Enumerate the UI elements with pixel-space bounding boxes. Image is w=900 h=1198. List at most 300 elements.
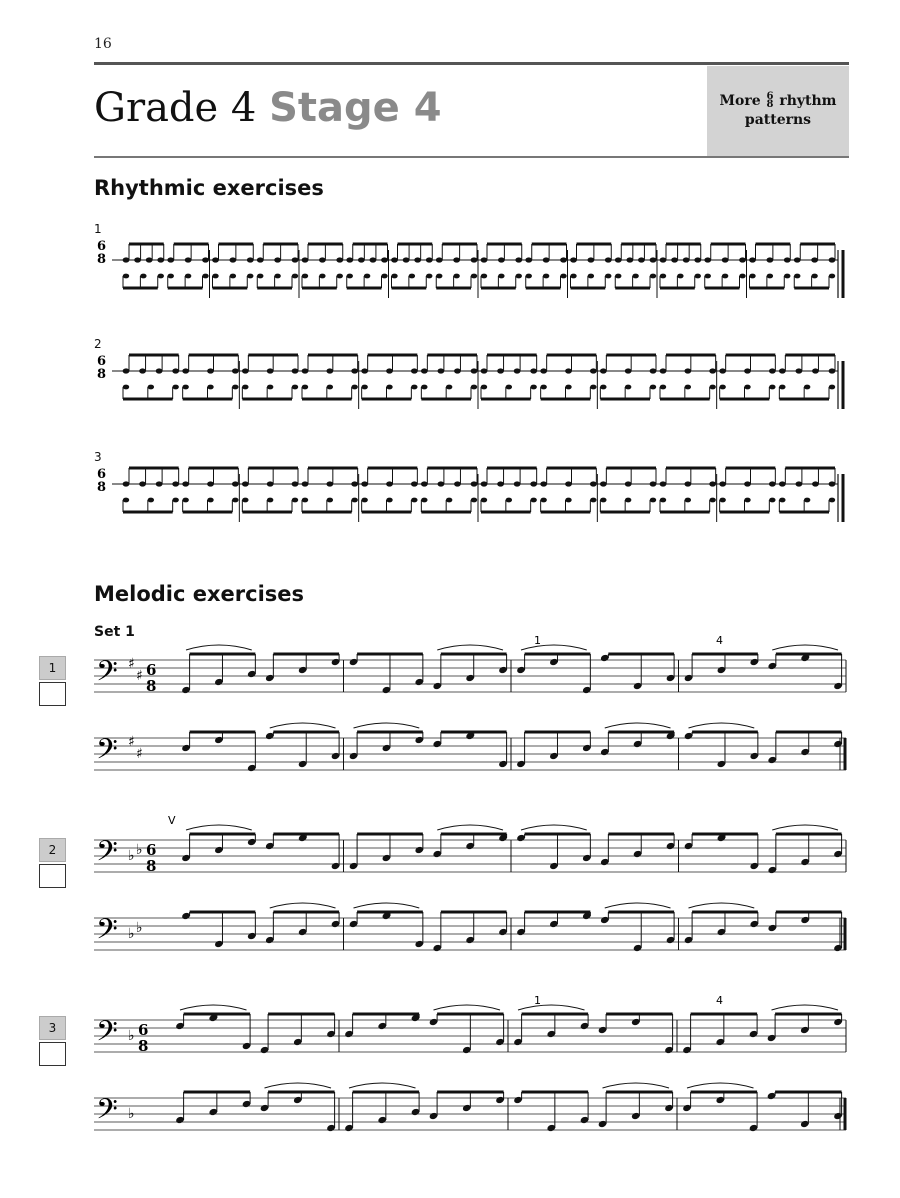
note-head: [351, 498, 357, 503]
bass-clef-icon: 𝄢: [96, 733, 118, 773]
slur: [603, 1083, 670, 1088]
note-head: [515, 257, 522, 262]
note-head: [229, 257, 236, 262]
note-head: [722, 274, 728, 279]
note-head: [358, 257, 365, 262]
note-head: [660, 368, 667, 373]
note-head: [497, 481, 504, 486]
header-top-rule: [94, 62, 849, 65]
note-head: [172, 385, 178, 390]
note-head: [516, 274, 522, 279]
note-head: [683, 257, 690, 262]
rhythmic-heading: Rhythmic exercises: [94, 176, 324, 200]
note-head: [421, 368, 428, 373]
note-head: [381, 274, 387, 279]
note-head: [744, 368, 751, 373]
note-head: [182, 481, 189, 486]
exercise-1-badge: [39, 656, 66, 706]
note-head: [709, 481, 716, 486]
note-head: [232, 385, 238, 390]
note-head: [471, 385, 477, 390]
note-head: [719, 385, 725, 390]
note-head: [212, 274, 218, 279]
note-head: [481, 257, 488, 262]
note-head: [650, 481, 657, 486]
note-head: [351, 368, 358, 373]
note-head: [139, 481, 146, 486]
note-head: [625, 498, 631, 503]
slur: [521, 825, 587, 830]
note-head: [386, 368, 393, 373]
note-head: [829, 385, 835, 390]
note-head: [471, 257, 478, 262]
page-number: 16: [94, 36, 112, 52]
rhythm-2-time-top: 6: [97, 354, 107, 369]
note-head: [812, 368, 819, 373]
note-head: [242, 498, 248, 503]
note-head: [481, 368, 488, 373]
note-head: [530, 481, 537, 486]
note-head: [795, 368, 802, 373]
key-signature: ♭: [128, 1028, 135, 1044]
note-head: [327, 385, 333, 390]
slur: [687, 1083, 754, 1088]
slur: [437, 825, 503, 830]
note-head: [794, 274, 800, 279]
note-head: [638, 257, 645, 262]
note-head: [769, 385, 775, 390]
note-head: [677, 274, 683, 279]
tag-time-signature: [767, 93, 774, 109]
note-head: [543, 257, 550, 262]
note-head: [267, 368, 274, 373]
note-head: [625, 481, 632, 486]
note-head: [202, 274, 208, 279]
exercise-1-number: 1: [39, 656, 66, 680]
exercise-2-checkbox[interactable]: [39, 864, 66, 888]
rhythm-1-time-bottom: 8: [97, 252, 107, 267]
note-head: [381, 257, 388, 262]
rhythm-1-time-signature: [97, 239, 106, 267]
note-head: [230, 274, 236, 279]
note-head: [134, 257, 141, 262]
note-head: [615, 274, 621, 279]
note-head: [590, 481, 597, 486]
time-signature-top: 6: [138, 1021, 149, 1039]
note-head: [650, 498, 656, 503]
exercise-2-number: 2: [39, 838, 66, 862]
note-head: [361, 385, 367, 390]
slur: [270, 723, 336, 728]
note-head: [257, 257, 264, 262]
note-head: [411, 481, 418, 486]
slur: [689, 723, 755, 728]
note-head: [671, 257, 678, 262]
note-head: [409, 274, 415, 279]
note-head: [185, 257, 192, 262]
note-head: [525, 257, 532, 262]
note-head: [719, 481, 726, 486]
note-head: [327, 498, 333, 503]
slur: [772, 1005, 839, 1010]
note-head: [565, 368, 572, 373]
note-head: [650, 368, 657, 373]
note-head: [453, 274, 459, 279]
note-head: [600, 481, 607, 486]
note-head: [811, 274, 817, 279]
note-head: [139, 368, 146, 373]
key-signature: ♯: [128, 734, 135, 750]
note-head: [769, 481, 776, 486]
note-head: [570, 274, 576, 279]
note-head: [684, 368, 691, 373]
note-head: [185, 274, 191, 279]
note-head: [514, 481, 521, 486]
fingering-number: 4: [716, 634, 723, 647]
melodic-exercise-3: [94, 994, 854, 1165]
time-signature-bottom: 8: [138, 1037, 149, 1055]
note-head: [267, 481, 274, 486]
note-head: [481, 481, 488, 486]
note-head: [302, 385, 308, 390]
note-head: [587, 257, 594, 262]
note-head: [498, 274, 504, 279]
note-head: [182, 498, 188, 503]
slur: [186, 825, 252, 830]
slur: [186, 645, 252, 650]
rhythm-exercise-1-staff: [94, 230, 858, 310]
note-head: [795, 481, 802, 486]
note-head: [437, 481, 444, 486]
note-head: [172, 481, 179, 486]
bass-clef-icon: 𝄢: [96, 835, 118, 875]
note-head: [694, 257, 701, 262]
note-head: [148, 385, 154, 390]
note-head: [123, 274, 129, 279]
note-head: [588, 274, 594, 279]
rhythm-1-time-top: 6: [97, 239, 107, 254]
key-signature: ♭: [136, 842, 143, 858]
note-head: [347, 274, 353, 279]
rhythm-2-time-bottom: 8: [97, 367, 107, 382]
note-head: [570, 257, 577, 262]
note-head: [182, 368, 189, 373]
slur: [354, 723, 420, 728]
note-head: [530, 385, 536, 390]
note-head: [337, 274, 343, 279]
note-head: [302, 481, 309, 486]
note-head: [168, 274, 174, 279]
bowing-mark: V: [168, 814, 176, 827]
note-head: [540, 385, 546, 390]
note-head: [292, 257, 299, 262]
note-head: [361, 481, 368, 486]
key-signature: ♯: [128, 656, 135, 672]
note-head: [829, 274, 835, 279]
note-head: [600, 368, 607, 373]
note-head: [615, 257, 622, 262]
bass-clef-icon: 𝄢: [96, 1015, 118, 1055]
rhythm-exercise-2-number: 2: [94, 337, 102, 351]
note-head: [207, 498, 213, 503]
note-head: [421, 385, 427, 390]
note-head: [590, 498, 596, 503]
note-head: [207, 368, 214, 373]
note-head: [274, 257, 281, 262]
note-head: [506, 498, 512, 503]
note-head: [351, 385, 357, 390]
melodic-heading: Melodic exercises: [94, 582, 305, 606]
tag-pre: More: [719, 93, 761, 109]
note-head: [709, 368, 716, 373]
note-head: [212, 257, 219, 262]
note-head: [267, 498, 273, 503]
slur: [605, 723, 671, 728]
note-head: [744, 385, 750, 390]
slur: [772, 645, 838, 650]
note-head: [436, 274, 442, 279]
note-head: [625, 368, 632, 373]
time-signature-top: 6: [146, 661, 157, 679]
note-head: [172, 368, 179, 373]
slur: [180, 1005, 247, 1010]
note-head: [784, 274, 790, 279]
note-head: [437, 368, 444, 373]
note-head: [403, 257, 410, 262]
note-head: [319, 274, 325, 279]
note-head: [247, 257, 254, 262]
note-head: [292, 385, 298, 390]
note-head: [471, 481, 478, 486]
note-head: [411, 368, 418, 373]
note-head: [411, 498, 417, 503]
melodic-exercise-1: [94, 634, 854, 800]
key-signature: ♭: [128, 926, 135, 942]
slur: [518, 1005, 585, 1010]
note-head: [421, 481, 428, 486]
note-head: [497, 368, 504, 373]
note-head: [326, 368, 333, 373]
note-head: [336, 257, 343, 262]
note-head: [302, 498, 308, 503]
note-head: [526, 274, 532, 279]
note-head: [172, 498, 178, 503]
exercise-3-checkbox[interactable]: [39, 1042, 66, 1066]
note-head: [632, 274, 638, 279]
fingering-number: 1: [534, 994, 541, 1007]
key-signature: ♯: [136, 668, 143, 684]
note-head: [660, 257, 667, 262]
rhythm-exercise-3-staff: [94, 458, 858, 538]
note-head: [156, 368, 163, 373]
note-head: [565, 385, 571, 390]
note-head: [481, 274, 487, 279]
note-head: [364, 274, 370, 279]
note-head: [769, 368, 776, 373]
note-head: [530, 498, 536, 503]
key-signature: ♭: [128, 848, 135, 864]
note-head: [600, 498, 606, 503]
key-signature: ♭: [128, 1106, 135, 1122]
note-head: [326, 481, 333, 486]
note-head: [361, 368, 368, 373]
slur: [434, 1005, 501, 1010]
note-head: [351, 481, 358, 486]
note-head: [386, 498, 392, 503]
stage-label: Stage 4: [269, 85, 442, 131]
note-head: [530, 368, 537, 373]
note-head: [123, 257, 130, 262]
note-head: [514, 368, 521, 373]
note-head: [182, 385, 188, 390]
header-bottom-rule: [94, 156, 849, 158]
note-head: [167, 257, 174, 262]
note-head: [660, 274, 666, 279]
note-head: [446, 385, 452, 390]
note-head: [626, 257, 633, 262]
note-head: [605, 274, 611, 279]
note-head: [540, 498, 546, 503]
note-head: [361, 498, 367, 503]
melodic-exercise-2: [94, 814, 854, 980]
note-head: [829, 498, 835, 503]
exercise-2-badge: [39, 838, 66, 888]
rhythm-exercise-2-staff: [94, 345, 858, 425]
note-head: [794, 257, 801, 262]
slur: [689, 903, 755, 908]
rhythm-3-time-signature: [97, 467, 106, 495]
note-head: [302, 274, 308, 279]
fingering-number: 1: [534, 634, 541, 647]
note-head: [565, 481, 572, 486]
fingering-number: 4: [716, 994, 723, 1007]
tag-frac-bottom: 8: [766, 99, 774, 110]
note-head: [540, 481, 547, 486]
rhythm-3-time-top: 6: [97, 467, 107, 482]
note-head: [560, 274, 566, 279]
note-head: [705, 274, 711, 279]
note-head: [766, 257, 773, 262]
note-head: [302, 257, 309, 262]
note-head: [829, 481, 836, 486]
note-head: [779, 368, 786, 373]
note-head: [391, 257, 398, 262]
note-head: [739, 257, 746, 262]
note-head: [779, 385, 785, 390]
note-head: [292, 274, 298, 279]
time-signature-bottom: 8: [146, 677, 157, 695]
note-head: [346, 257, 353, 262]
note-head: [232, 368, 239, 373]
note-head: [242, 368, 249, 373]
note-head: [739, 274, 745, 279]
note-head: [650, 274, 656, 279]
note-head: [481, 498, 487, 503]
slur: [772, 825, 838, 830]
note-head: [719, 498, 725, 503]
note-head: [829, 257, 836, 262]
exercise-3-number: 3: [39, 1016, 66, 1040]
exercise-1-checkbox[interactable]: [39, 682, 66, 706]
note-head: [292, 368, 299, 373]
page-title: [94, 84, 442, 132]
note-head: [744, 481, 751, 486]
note-head: [471, 368, 478, 373]
note-head: [471, 498, 477, 503]
note-head: [704, 257, 711, 262]
note-head: [722, 257, 729, 262]
note-head: [274, 274, 280, 279]
note-head: [767, 274, 773, 279]
note-head: [157, 257, 164, 262]
note-head: [719, 368, 726, 373]
slur: [349, 1083, 416, 1088]
note-head: [292, 481, 299, 486]
note-head: [386, 385, 392, 390]
note-head: [207, 385, 213, 390]
slur: [265, 1083, 332, 1088]
note-head: [446, 498, 452, 503]
note-head: [292, 498, 298, 503]
note-head: [123, 481, 130, 486]
note-head: [426, 257, 433, 262]
note-head: [123, 385, 129, 390]
note-head: [471, 274, 477, 279]
note-head: [660, 481, 667, 486]
note-head: [650, 385, 656, 390]
note-head: [540, 368, 547, 373]
note-head: [811, 257, 818, 262]
note-head: [543, 274, 549, 279]
note-head: [804, 498, 810, 503]
note-head: [709, 498, 715, 503]
rhythm-3-time-bottom: 8: [97, 480, 107, 495]
note-head: [146, 257, 153, 262]
note-head: [454, 481, 461, 486]
note-head: [709, 385, 715, 390]
slur: [270, 903, 336, 908]
note-head: [685, 385, 691, 390]
note-head: [695, 274, 701, 279]
rhythm-exercise-1-number: 1: [94, 222, 102, 236]
bass-clef-icon: 𝄢: [96, 913, 118, 953]
note-head: [148, 498, 154, 503]
slur: [605, 903, 671, 908]
note-head: [685, 498, 691, 503]
note-head: [242, 385, 248, 390]
note-head: [769, 498, 775, 503]
note-head: [779, 498, 785, 503]
note-head: [247, 274, 253, 279]
note-head: [749, 274, 755, 279]
exercise-3-badge: [39, 1016, 66, 1066]
note-head: [744, 498, 750, 503]
note-head: [660, 498, 666, 503]
tag-frac-top: 6: [766, 91, 774, 102]
note-head: [812, 481, 819, 486]
key-signature: ♯: [136, 746, 143, 762]
rhythm-2-time-signature: [97, 354, 106, 382]
note-head: [123, 498, 129, 503]
note-head: [454, 368, 461, 373]
note-head: [242, 481, 249, 486]
note-head: [779, 481, 786, 486]
note-head: [158, 274, 164, 279]
note-head: [207, 481, 214, 486]
bass-clef-icon: 𝄢: [96, 1093, 118, 1133]
note-head: [498, 257, 505, 262]
tag-post: rhythm patterns: [744, 93, 837, 128]
